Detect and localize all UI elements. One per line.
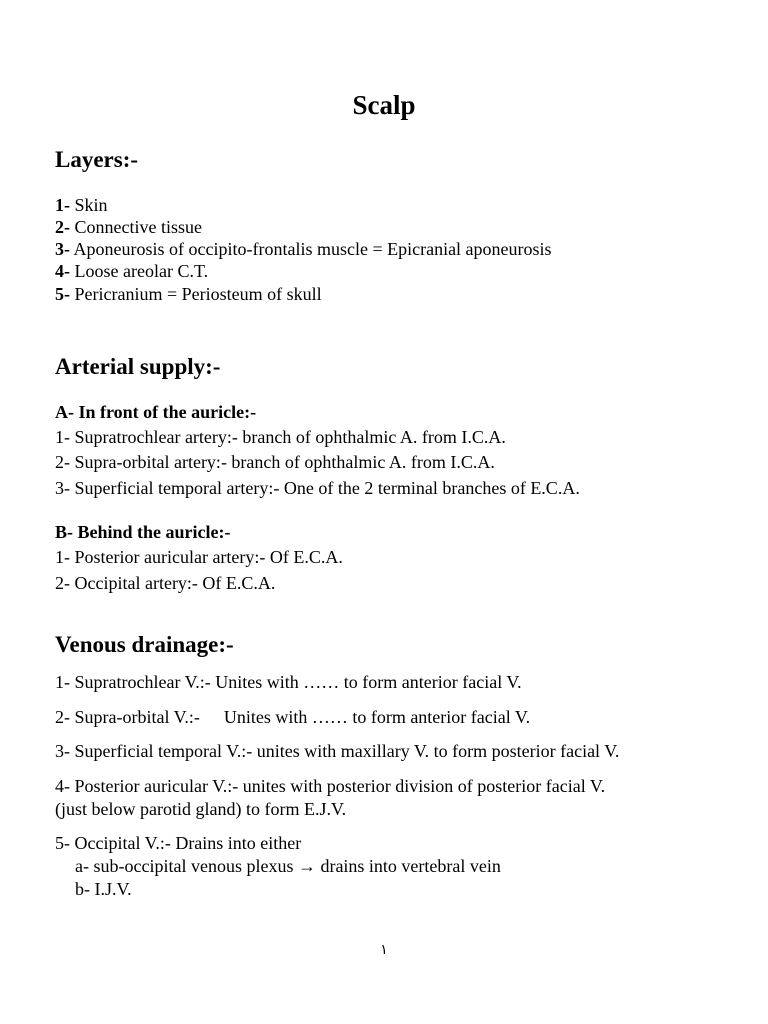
layer-item-2 <box>55 216 202 238</box>
vein-item-2-desc: Unites with …… to form anterior facial V. <box>223 707 531 727</box>
layer-number: 3- <box>55 239 70 259</box>
layers-heading: Layers:- <box>55 147 139 172</box>
vein-item-1: 1- Supratrochlear V.:- Unites with …… to form anterior facial V. <box>55 672 522 692</box>
vein-item-2-name: 2- Supra-orbital V.:- <box>55 707 200 727</box>
page-title: Scalp <box>352 90 416 120</box>
vein-item-3: 3- Superficial temporal V.:- unites with maxillary V. to form posterior facial V. <box>55 741 620 761</box>
venous-heading: Venous drainage:- <box>55 632 234 657</box>
vein-item-5: 5- Occipital V.:- Drains into either <box>55 833 302 853</box>
layer-text: Connective tissue <box>74 217 202 237</box>
layer-text: Loose areolar C.T. <box>74 261 209 281</box>
vein-item-5a: a- sub-occipital venous plexus → drains into vertebral vein <box>75 856 501 876</box>
layer-item-5 <box>55 283 322 305</box>
layer-item-4 <box>55 260 208 282</box>
vein-item-5b: b- I.J.V. <box>75 879 132 899</box>
page-number: ١ <box>380 943 388 958</box>
vein-item-4: 4- Posterior auricular V.:- unites with posterior division of posterior facial V. <box>55 776 606 796</box>
layer-item-1 <box>55 194 108 216</box>
artery-front-item-3: 3- Superficial temporal artery:- One of the 2 terminal branches of E.C.A. <box>55 478 580 498</box>
artery-front-item-2: 2- Supra-orbital artery:- branch of ophthalmic A. from I.C.A. <box>55 452 495 472</box>
vein-item-2 <box>55 706 530 728</box>
layer-number: 1- <box>55 195 70 215</box>
arterial-front-heading: A- In front of the auricle:- <box>55 402 257 422</box>
artery-behind-item-2: 2- Occipital artery:- Of E.C.A. <box>55 573 276 593</box>
layer-number: 5- <box>55 284 70 304</box>
layer-text: Aponeurosis of occipito-frontalis muscle = Epicranial aponeurosis <box>73 239 552 259</box>
layer-text: Skin <box>74 195 108 215</box>
layer-item-3 <box>55 238 552 260</box>
arterial-behind-heading: B- Behind the auricle:- <box>55 522 231 542</box>
layer-number: 2- <box>55 217 70 237</box>
vein-item-4-cont: (just below parotid gland) to form E.J.V. <box>55 799 347 819</box>
artery-behind-item-1: 1- Posterior auricular artery:- Of E.C.A. <box>55 547 343 567</box>
layer-number: 4- <box>55 261 70 281</box>
layer-text: Pericranium = Periosteum of skull <box>74 284 322 304</box>
artery-front-item-1: 1- Supratrochlear artery:- branch of ophthalmic A. from I.C.A. <box>55 427 506 447</box>
arterial-heading: Arterial supply:- <box>55 354 221 379</box>
